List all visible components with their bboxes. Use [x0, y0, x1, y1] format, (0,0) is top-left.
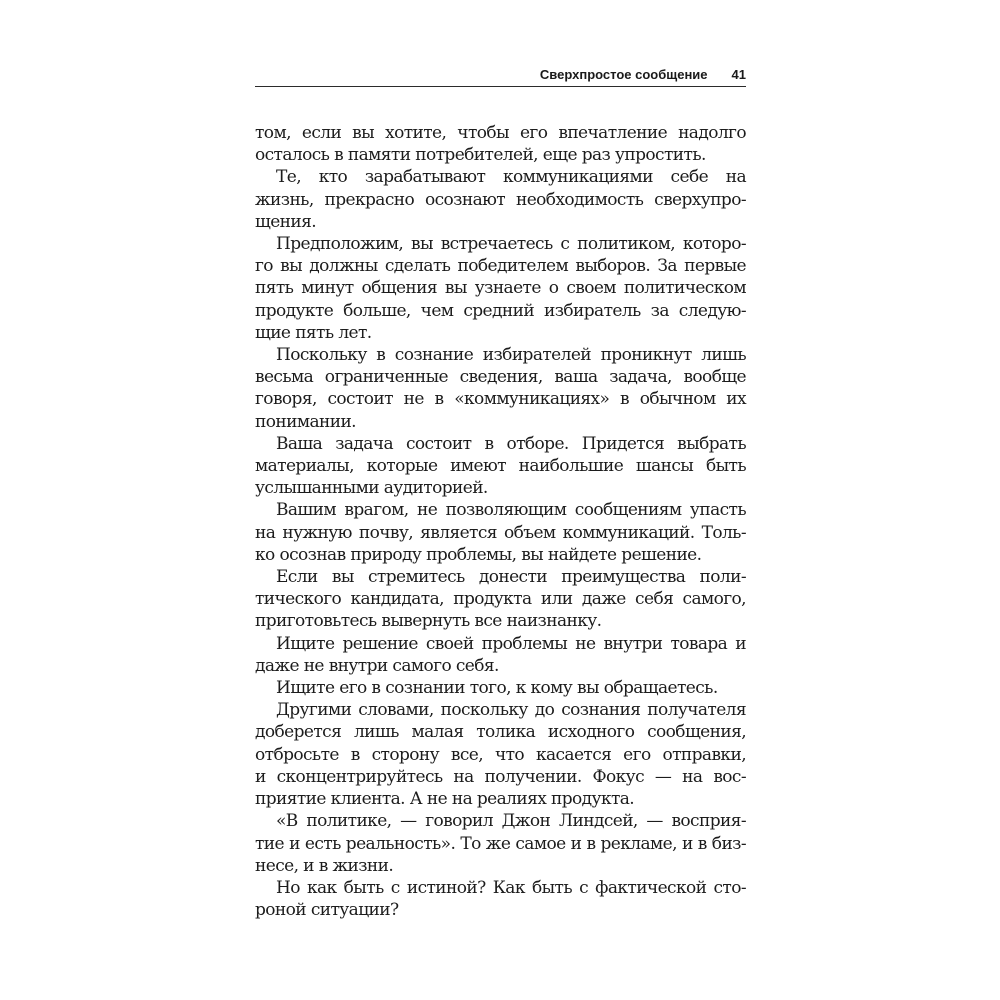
- text-line: осталось в памяти потребителей, еще раз упростить.: [255, 145, 706, 166]
- text-line: и сконцентрируйтесь на получении. Фокус — на вос-: [255, 766, 746, 787]
- text-line: приготовьтесь вывернуть все наизнанку.: [255, 611, 602, 632]
- text-line: щения.: [255, 211, 317, 232]
- text-line: отбросьте в сторону все, что касается его отправки,: [255, 744, 746, 765]
- text-line: Вашим врагом, не позволяющим сообщениям упасть: [276, 500, 746, 521]
- text-line: Ищите решение своей проблемы не внутри товара и: [276, 633, 746, 654]
- text-line: Те, кто зарабатывают коммуникациями себе на: [276, 167, 746, 188]
- paragraph: [255, 344, 746, 433]
- page-number: 41: [731, 66, 746, 82]
- text-line: тие и есть реальность». То же самое и в рекламе, и в биз-: [255, 833, 746, 854]
- running-head: [255, 63, 746, 85]
- text-line: доберется лишь малая толика исходного сообщения,: [255, 722, 746, 743]
- text-line: жизнь, прекрасно осознают необходимость сверхупро-: [255, 189, 746, 210]
- text-line: го вы должны сделать победителем выборов. За первые: [255, 256, 746, 277]
- text-line: продукте больше, чем средний избиратель за следую-: [255, 300, 746, 321]
- text-line: Ищите его в сознании того, к кому вы обращаетесь.: [276, 678, 718, 699]
- text-line: Ваша задача состоит в отборе. Придется выбрать: [276, 433, 746, 454]
- text-line: понимании.: [255, 411, 356, 432]
- paragraph: [255, 699, 746, 810]
- text-line: «В политике, — говорил Джон Линдсей, — восприя-: [276, 811, 746, 832]
- text-line: щие пять лет.: [255, 322, 372, 343]
- paragraph: [255, 166, 746, 233]
- body-text: [255, 122, 746, 921]
- text-line: весьма ограниченные сведения, ваша задача, вообще: [255, 367, 746, 388]
- text-line: роной ситуации?: [255, 900, 399, 921]
- text-line: пять минут общения вы узнаете о своем политическом: [255, 278, 746, 299]
- text-line: приятие клиента. А не на реалиях продукта.: [255, 789, 635, 810]
- paragraph: [255, 433, 746, 500]
- text-line: Но как быть с истиной? Как быть с фактической сто-: [276, 877, 746, 898]
- text-line: Поскольку в сознание избирателей проникнут лишь: [276, 345, 746, 366]
- paragraph: [255, 566, 746, 633]
- text-line: Предположим, вы встречаетесь с политиком, которо-: [276, 234, 746, 255]
- text-line: говоря, состоит не в «коммуникациях» в обычном их: [255, 389, 746, 410]
- paragraph: [255, 122, 746, 166]
- text-line: на нужную почву, является объем коммуникаций. Толь-: [255, 522, 746, 543]
- text-line: услышанными аудиторией.: [255, 478, 488, 499]
- text-line: Другими словами, поскольку до сознания получателя: [276, 700, 746, 721]
- paragraph: [255, 877, 746, 921]
- text-line: несе, и в жизни.: [255, 855, 394, 876]
- text-line: тического кандидата, продукта или даже себя самого,: [255, 589, 746, 610]
- paragraph: [255, 633, 746, 677]
- text-line: даже не внутри самого себя.: [255, 655, 499, 676]
- paragraph: [255, 810, 746, 877]
- header-rule: [255, 86, 746, 87]
- text-line: материалы, которые имеют наибольшие шансы быть: [255, 456, 746, 477]
- paragraph: [255, 499, 746, 566]
- paragraph: [255, 233, 746, 344]
- text-line: том, если вы хотите, чтобы его впечатление надолго: [255, 123, 746, 143]
- text-line: Если вы стремитесь донести преимущества поли-: [276, 567, 746, 588]
- running-title: Сверхпростое сообщение: [539, 66, 708, 82]
- text-line: ко осознав природу проблемы, вы найдете решение.: [255, 544, 702, 565]
- paragraph: [255, 677, 746, 699]
